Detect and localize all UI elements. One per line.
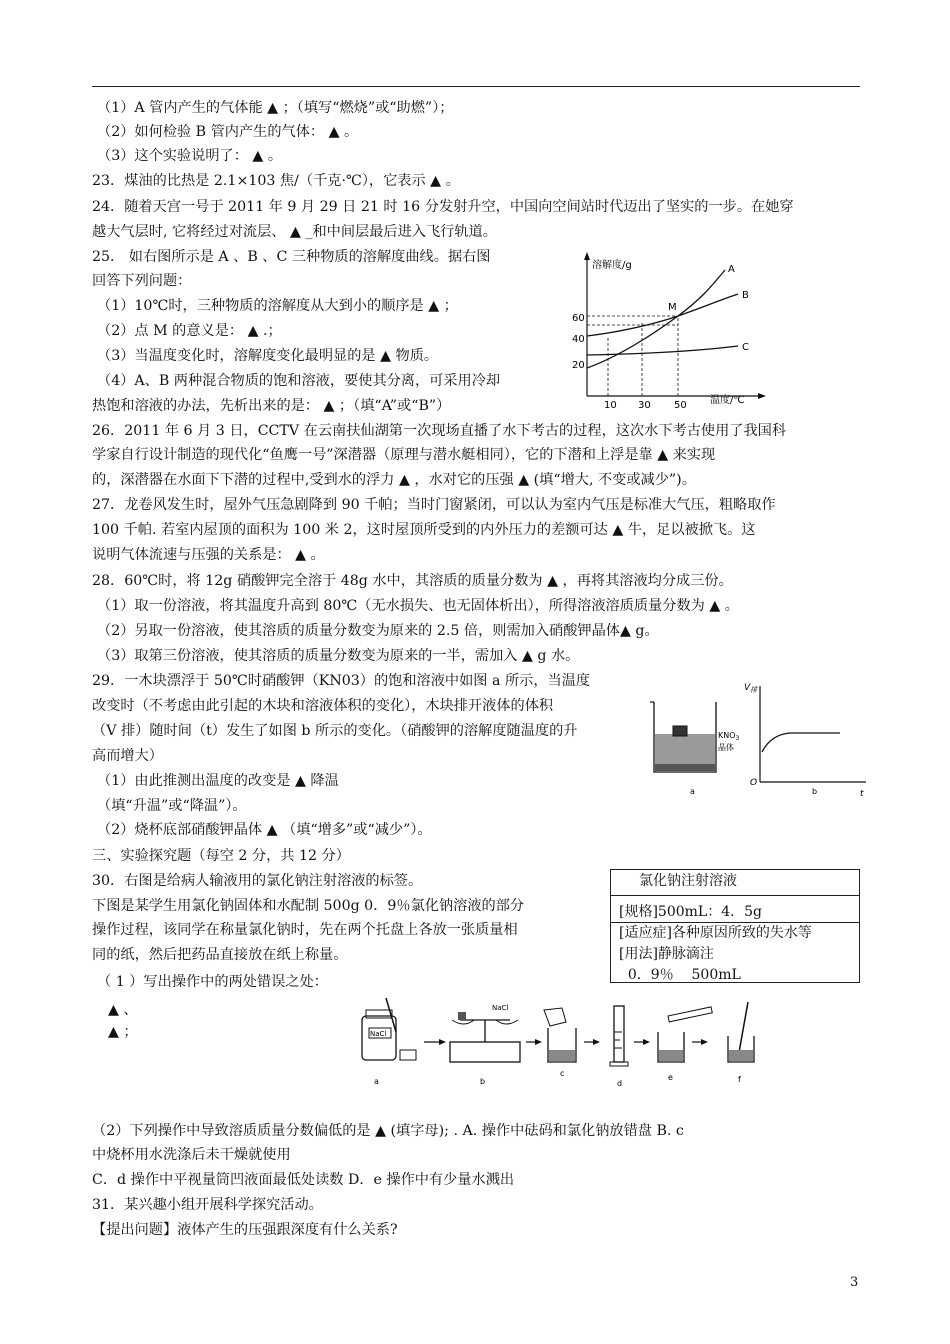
text-line: 26．2011 年 6 月 3 日，CCTV 在云南扶仙湖第一次现场直播了水下考古的过程，这次水下考古使用了我国科 (92, 423, 787, 439)
origin-label: O (750, 778, 758, 788)
text-line: 28．60℃时，将 12g 硝酸钾完全溶于 48g 水中，其溶质的质量分数为 ▲ ，再将其溶液均分成三份。 (92, 573, 733, 589)
jar-lid (366, 1010, 392, 1018)
curve-c (587, 346, 738, 355)
arrow-head (535, 1039, 542, 1045)
page-number: 3 (850, 1275, 859, 1290)
header-rule (92, 86, 860, 87)
graduated-cylinder (614, 1006, 624, 1062)
balance-base (450, 1042, 520, 1062)
arrow-head (643, 1039, 650, 1045)
text-line: 27．龙卷风发生时，屋外气压急剧降到 90 千帕；当时门窗紧闭，可以认为室内气压是标准大气压，粗略取作 (92, 497, 776, 513)
arrow-head (439, 1039, 446, 1045)
text-line: 24．随着天宫一号于 2011 年 9 月 29 日 21 时 16 分发射升空，中国向空间站时代迈出了坚实的一步。在她穿 (92, 199, 794, 215)
solubility-curve-figure (560, 248, 770, 408)
text-line: 29．一木块漂浮于 50℃时硝酸钾（KN03）的饱和溶液中如图 a 所示，当温度 (92, 673, 591, 689)
text-line: 23．煤油的比热是 2.1×103 焦/（千克·℃），它表示 ▲ 。 (92, 173, 460, 189)
solution-e (659, 1050, 683, 1061)
text-line: 同的纸，然后把药品直接放在纸上称量。 (92, 947, 348, 963)
text-line: （1）由此推测出温度的改变是 ▲ 降温 (97, 773, 339, 789)
balance-nacl-label: NaCl (492, 1004, 509, 1012)
text-line: 31．某兴趣小组开展科学探究活动。 (92, 1197, 323, 1213)
text-line: （V 排）随时间（t）发生了如图 b 所示的变化。（硝酸钾的溶解度随温度的升 (92, 723, 578, 739)
saline-label (610, 869, 860, 983)
paper-pour (544, 1008, 566, 1026)
text-line: 越大气层时, 它将经过对流层、 ▲ _和中间层最后进入飞行轨道。 (92, 224, 497, 240)
text-line: （填“升温”或“降温”）。 (97, 798, 247, 814)
text-line: 的，深潜器在水面下下潜的过程中,受到水的浮力 ▲ ，水对它的压强 ▲ (填“增大, 不变或减少”)。 (92, 472, 696, 488)
text-line: （1）取一份溶液，将其温度升高到 80℃（无水损失、也无固体析出），所得溶液溶质质量分数为 ▲ 。 (97, 598, 739, 614)
text-line: 操作过程，该同学在称量氯化钠时，先在两个托盘上各放一张质量相 (92, 922, 518, 938)
text-line: （2）下列操作中导致溶质质量分数偏低的是 ▲ (填字母); . A. 操作中砝码和氯化钠放错盘 B. c (92, 1123, 684, 1139)
point-m-label: M (668, 302, 677, 313)
text-line: （2）另取一份溶液，使其溶质的质量分数变为原来的 2.5 倍，则需加入硝酸钾晶体▲ g。 (97, 623, 659, 639)
label-spec: [规格]500mL：4．5g (611, 896, 859, 923)
spatula (386, 998, 396, 1032)
y-axis-label: 溶解度/g (592, 260, 632, 271)
wood-block (673, 726, 687, 736)
text-line: （3）取第三份溶液，使其溶质的质量分数变为原来的一半，需加入 ▲ g 水。 (97, 648, 580, 664)
text-line: （3）当温度变化时，溶解度变化最明显的是 ▲ 物质。 (97, 348, 439, 364)
text-line: 中烧杯用水洗涤后未干燥就使用 (92, 1147, 291, 1163)
text-line: 高而增大） (92, 748, 163, 764)
text-line: ▲ ； (108, 1024, 138, 1040)
label-indication: [适应症]各种原因所致的失水等 (619, 925, 812, 941)
text-line: C．d 操作中平视量筒凹液面最低处读数 D．e 操作中有少量水溅出 (92, 1172, 515, 1188)
text-line: ▲ 、 (108, 1002, 138, 1018)
step-label: f (738, 1075, 741, 1084)
v-axis-label: $V_排$ (744, 683, 758, 694)
x-tick-label: 30 (638, 400, 651, 408)
crystal-label: 晶体 (718, 743, 734, 752)
text-line: （4）A、B 两种混合物质的饱和溶液，要使其分离，可采用冷却 (97, 373, 501, 389)
section-heading: 三、实验探究题（每空 2 分，共 12 分） (92, 848, 350, 864)
t-axis-label: t (860, 789, 864, 799)
y-axis-arrow (584, 252, 590, 260)
x-tick-label: 50 (674, 400, 687, 408)
y-tick-label: 20 (572, 360, 585, 371)
kno3-experiment-figure (640, 672, 870, 802)
text-line: 改变时（不考虑由此引起的木块和溶液体积的变化），木块排开液体的体积 (92, 698, 554, 714)
step-label: e (668, 1073, 673, 1082)
x-axis-label: 温度/℃ (710, 395, 745, 406)
label-concentration: 0．9％ 500mL (619, 967, 741, 983)
text-line: 回答下列问题： (92, 273, 192, 289)
arrow-head (593, 1039, 600, 1045)
solid-salt (549, 1050, 575, 1061)
text-line: 【提出问题】液体产生的压强跟深度有什么关系? (92, 1222, 398, 1238)
text-line: （3）这个实验说明了： ▲ 。 (97, 148, 283, 164)
text-line: （1）A 管内产生的气体能 ▲ ；（填写“燃烧”或“助燃”）； (97, 100, 454, 116)
x-tick-label: 10 (604, 400, 617, 408)
text-line: （ 1 ）写出操作中的两处错误之处： (97, 974, 328, 990)
label-usage: [用法]静脉滴注 (619, 946, 714, 962)
text-line: （2）如何检验 B 管内产生的气体： ▲ 。 (97, 124, 359, 140)
weight (458, 1012, 466, 1020)
curve-b (587, 294, 738, 336)
step-label: b (480, 1077, 486, 1086)
solution-f (729, 1050, 753, 1061)
text-line: 学家自行设计制造的现代化“鱼鹰一号”深潜器（原理与潜水艇相同），它的下潜和上浮是靠 ▲ 来实现 (92, 447, 716, 463)
text-line: （1）10℃时，三种物质的溶解度从大到小的顺序是 ▲ ； (97, 298, 458, 314)
text-line: 30．右图是给病人输液用的氯化钠注射溶液的标签。 (92, 873, 423, 889)
text-line: 100 千帕. 若室内屋顶的面积为 100 米 2，这时屋顶所受到的内外压力的差额可达 ▲ 牛，足以被掀飞。这 (92, 522, 756, 538)
curve-a-label: A (728, 264, 735, 275)
solution-preparation-figure (352, 992, 772, 1092)
crystal-layer (655, 764, 715, 771)
text-line: 25． 如右图所示是 A 、B 、C 三种物质的溶解度曲线。据右图 (92, 249, 491, 265)
step-label: d (617, 1079, 623, 1088)
text-line: 下图是某学生用氯化钠固体和水配制 500g 0．9％氯化钠溶液的部分 (92, 898, 525, 914)
x-axis-arrow (758, 393, 766, 399)
arrow-head (701, 1039, 708, 1045)
text-line: 说明气体流速与压强的关系是： ▲ 。 (92, 547, 325, 563)
curve-c-label: C (742, 342, 749, 353)
step-label: c (560, 1069, 565, 1078)
figure-b-caption: b (812, 787, 818, 796)
v-curve (762, 733, 840, 752)
text-line: （2）点 M 的意义是： ▲ .； (97, 323, 282, 339)
curve-b-label: B (742, 290, 749, 301)
text-line: （2）烧杯底部硝酸钾晶体 ▲ （填“增多”或“减少”）。 (97, 822, 432, 838)
jar-label: NaCl (370, 1030, 387, 1038)
y-tick-label: 60 (572, 313, 585, 324)
crystal-label: $KNO_3$ (718, 731, 740, 742)
text-line: 热饱和溶液的办法，先析出来的是： ▲ ；（填“A”或“B”） (92, 398, 451, 414)
step-label: a (374, 1077, 379, 1086)
label-title: 氯化钠注射溶液 (611, 870, 859, 896)
pouring-cylinder (668, 1007, 712, 1022)
y-tick-label: 40 (572, 334, 585, 345)
figure-a-caption: a (690, 787, 695, 796)
weighing-dish (400, 1050, 416, 1060)
glass-rod (738, 1002, 748, 1058)
